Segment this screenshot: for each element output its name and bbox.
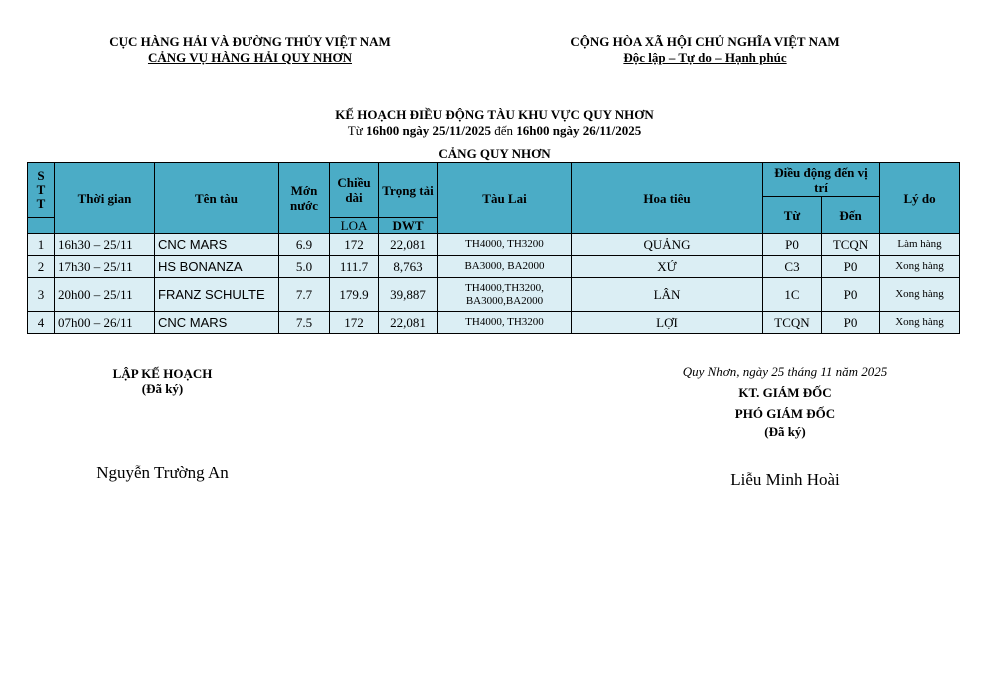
port-name: CẢNG QUY NHƠN	[438, 146, 551, 161]
approver-title-2: PHÓ GIÁM ĐỐC	[734, 406, 836, 421]
agency-name: CỤC HÀNG HẢI VÀ ĐƯỜNG THỦY VIỆT NAM	[109, 34, 391, 49]
row-ship: CNC MARS	[155, 312, 279, 334]
row-from: C3	[763, 256, 822, 278]
row-ship: HS BONANZA	[155, 256, 279, 278]
row-stt: 2	[28, 256, 55, 278]
row-loa: 179.9	[330, 278, 379, 312]
row-tugs: TH4000,TH3200, BA3000,BA2000	[438, 278, 572, 312]
row-tugs: TH4000, TH3200	[438, 312, 572, 334]
row-draft: 5.0	[279, 256, 330, 278]
approver-block	[645, 361, 925, 439]
row-to: TCQN	[822, 234, 880, 256]
header-loa: LOA	[330, 218, 379, 234]
approver-name: Liễu Minh Hoài	[730, 470, 840, 489]
row-reason: Xong hàng	[880, 256, 960, 278]
period-end: 16h00 ngày 26/11/2025	[516, 123, 642, 138]
period-start: 16h00 ngày 25/11/2025	[366, 123, 491, 138]
row-pilot: XỨ	[572, 256, 763, 278]
header-ship: Tên tàu	[155, 163, 279, 234]
table-row	[28, 278, 960, 312]
row-pilot: LỢI	[572, 312, 763, 334]
row-dwt: 39,887	[379, 278, 438, 312]
period-middle: đến	[490, 123, 517, 138]
row-reason: Xong hàng	[880, 312, 960, 334]
row-tugs: BA3000, BA2000	[438, 256, 572, 278]
header-to: Đến	[822, 197, 880, 234]
row-stt: 3	[28, 278, 55, 312]
row-to: P0	[822, 256, 880, 278]
row-dwt: 8,763	[379, 256, 438, 278]
row-loa: 111.7	[330, 256, 379, 278]
place-date: Quy Nhơn, ngày 25 tháng 11 năm 2025	[682, 364, 888, 379]
port-authority-name: CẢNG VỤ HÀNG HẢI QUY NHƠN	[147, 50, 353, 65]
header-move: Điều động đến vị trí	[763, 163, 880, 197]
row-from: 1C	[763, 278, 822, 312]
header-stt: S T T	[28, 163, 55, 218]
row-draft: 7.7	[279, 278, 330, 312]
header-time: Thời gian	[55, 163, 155, 234]
row-to: P0	[822, 278, 880, 312]
country-name: CỘNG HÒA XÃ HỘI CHỦ NGHĨA VIỆT NAM	[570, 34, 840, 49]
row-draft: 6.9	[279, 234, 330, 256]
row-ship: FRANZ SCHULTE	[155, 278, 279, 312]
header-reason: Lý do	[880, 163, 960, 234]
row-reason: Làm hàng	[880, 234, 960, 256]
planner-name: Nguyễn Trường An	[96, 463, 229, 482]
row-dwt: 22,081	[379, 312, 438, 334]
agency-header	[60, 34, 440, 66]
header-tonnage: Trọng tải	[379, 163, 438, 218]
national-motto: Độc lập – Tự do – Hạnh phúc	[623, 50, 787, 65]
row-pilot: QUẢNG	[572, 234, 763, 256]
row-from: P0	[763, 234, 822, 256]
row-dwt: 22,081	[379, 234, 438, 256]
header-tugs: Tàu Lai	[438, 163, 572, 234]
row-reason: Xong hàng	[880, 278, 960, 312]
row-stt: 4	[28, 312, 55, 334]
approver-title-1: KT. GIÁM ĐỐC	[738, 385, 832, 400]
row-to: P0	[822, 312, 880, 334]
table-row	[28, 234, 960, 256]
row-draft: 7.5	[279, 312, 330, 334]
planner-signed-note: (Đã ký)	[141, 381, 184, 396]
planner-block	[60, 366, 265, 396]
period-prefix: Từ	[347, 123, 367, 138]
document-title: KẾ HOẠCH ĐIỀU ĐỘNG TÀU KHU VỰC QUY NHƠN	[335, 107, 654, 122]
approver-signed-note: (Đã ký)	[764, 424, 806, 439]
header-dwt: DWT	[379, 218, 438, 234]
table-row	[28, 312, 960, 334]
row-tugs: TH4000, TH3200	[438, 234, 572, 256]
row-stt: 1	[28, 234, 55, 256]
row-ship: CNC MARS	[155, 234, 279, 256]
row-time: 07h00 – 26/11	[55, 312, 155, 334]
row-time: 17h30 – 25/11	[55, 256, 155, 278]
row-time: 20h00 – 25/11	[55, 278, 155, 312]
planner-title: LẬP KẾ HOẠCH	[112, 366, 213, 381]
row-time: 16h30 – 25/11	[55, 234, 155, 256]
header-stt-spacer	[28, 218, 55, 234]
row-loa: 172	[330, 234, 379, 256]
document-period	[0, 123, 989, 139]
header-draft: Mớn nước	[279, 163, 330, 234]
ship-movement-table	[27, 162, 960, 334]
row-pilot: LÂN	[572, 278, 763, 312]
row-from: TCQN	[763, 312, 822, 334]
header-pilot: Hoa tiêu	[572, 163, 763, 234]
national-header	[520, 34, 890, 66]
header-length: Chiều dài	[330, 163, 379, 218]
table-row	[28, 256, 960, 278]
row-loa: 172	[330, 312, 379, 334]
header-from: Từ	[763, 197, 822, 234]
